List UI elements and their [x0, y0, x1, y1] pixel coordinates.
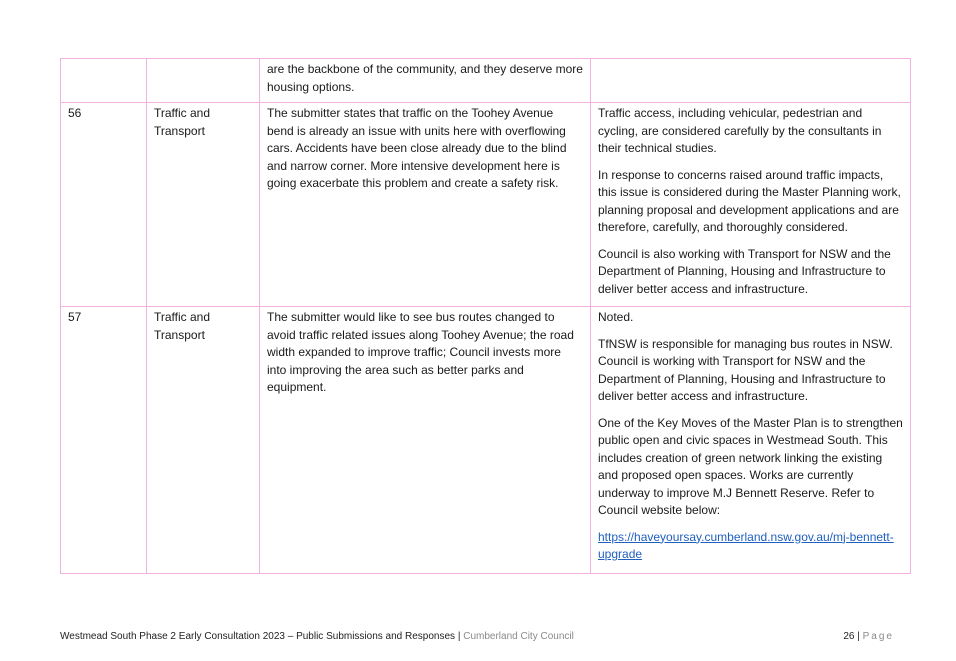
page-number: 26 — [843, 631, 855, 642]
page-separator: | — [857, 631, 860, 642]
response-cell — [591, 59, 911, 103]
page-label: Page — [862, 631, 894, 642]
submission-number-cell: 57 — [61, 307, 147, 574]
response-cell — [591, 307, 911, 574]
response-paragraph: One of the Key Moves of the Master Plan is to strengthen public open and civic spaces in Westmead South. This includes creation of green network linking the existing and proposed open spaces. Works are currently underway to improve M.J Bennett Reserve. Refer to Council website below: — [598, 415, 903, 517]
footer-separator: | — [457, 631, 461, 642]
mj-bennett-upgrade-link[interactable]: https://haveyoursay.cumberland.nsw.gov.au/mj-bennett-upgrade — [598, 529, 894, 561]
footer-right — [843, 631, 894, 642]
submission-cell: are the backbone of the community, and they deserve more housing options. — [260, 59, 591, 103]
submission-cell: The submitter states that traffic on the Toohey Avenue bend is already an issue with units here with overflowing cars. Accidents have been close already due to the blind and narrow corner. More intensive development here is going exacerbate this problem and create a safety risk. — [260, 103, 591, 307]
response-paragraph: TfNSW is responsible for managing bus routes in NSW. Council is working with Transport for NSW and the Department of Planning, Housing and Infrastructure to deliver better access and infrastructure. — [598, 336, 893, 403]
response-cell — [591, 103, 911, 307]
link-paragraph — [598, 529, 903, 564]
response-paragraph: In response to concerns raised around traffic impacts, this issue is considered during the Master Planning work, planning proposal and development applications and are therefore, carefully, and thoroughly considered. — [598, 167, 901, 234]
submission-number-cell — [61, 59, 147, 103]
topic-cell: Traffic and Transport — [147, 103, 260, 307]
topic-cell — [147, 59, 260, 103]
response-paragraph: Traffic access, including vehicular, pedestrian and cycling, are considered carefully by the consultants in their technical studies. — [598, 106, 882, 155]
response-paragraph: Noted. — [598, 310, 634, 324]
footer-organisation: Cumberland City Council — [463, 631, 574, 642]
footer-left — [60, 631, 574, 642]
table-row — [61, 307, 911, 574]
submissions-table — [60, 58, 911, 574]
footer-document-title: Westmead South Phase 2 Early Consultation 2023 – Public Submissions and Responses — [60, 631, 456, 642]
table-row — [61, 59, 911, 103]
table-row — [61, 103, 911, 307]
topic-cell: Traffic and Transport — [147, 307, 260, 574]
submission-cell: The submitter would like to see bus routes changed to avoid traffic related issues along Toohey Avenue; the road width expanded to improve traffic; Council invests more into improving the area such as better parks and equipment. — [260, 307, 591, 574]
submission-number-cell: 56 — [61, 103, 147, 307]
response-paragraph: Council is also working with Transport for NSW and the Department of Planning, Housing and Infrastructure to deliver better access and infrastructure. — [598, 246, 891, 296]
